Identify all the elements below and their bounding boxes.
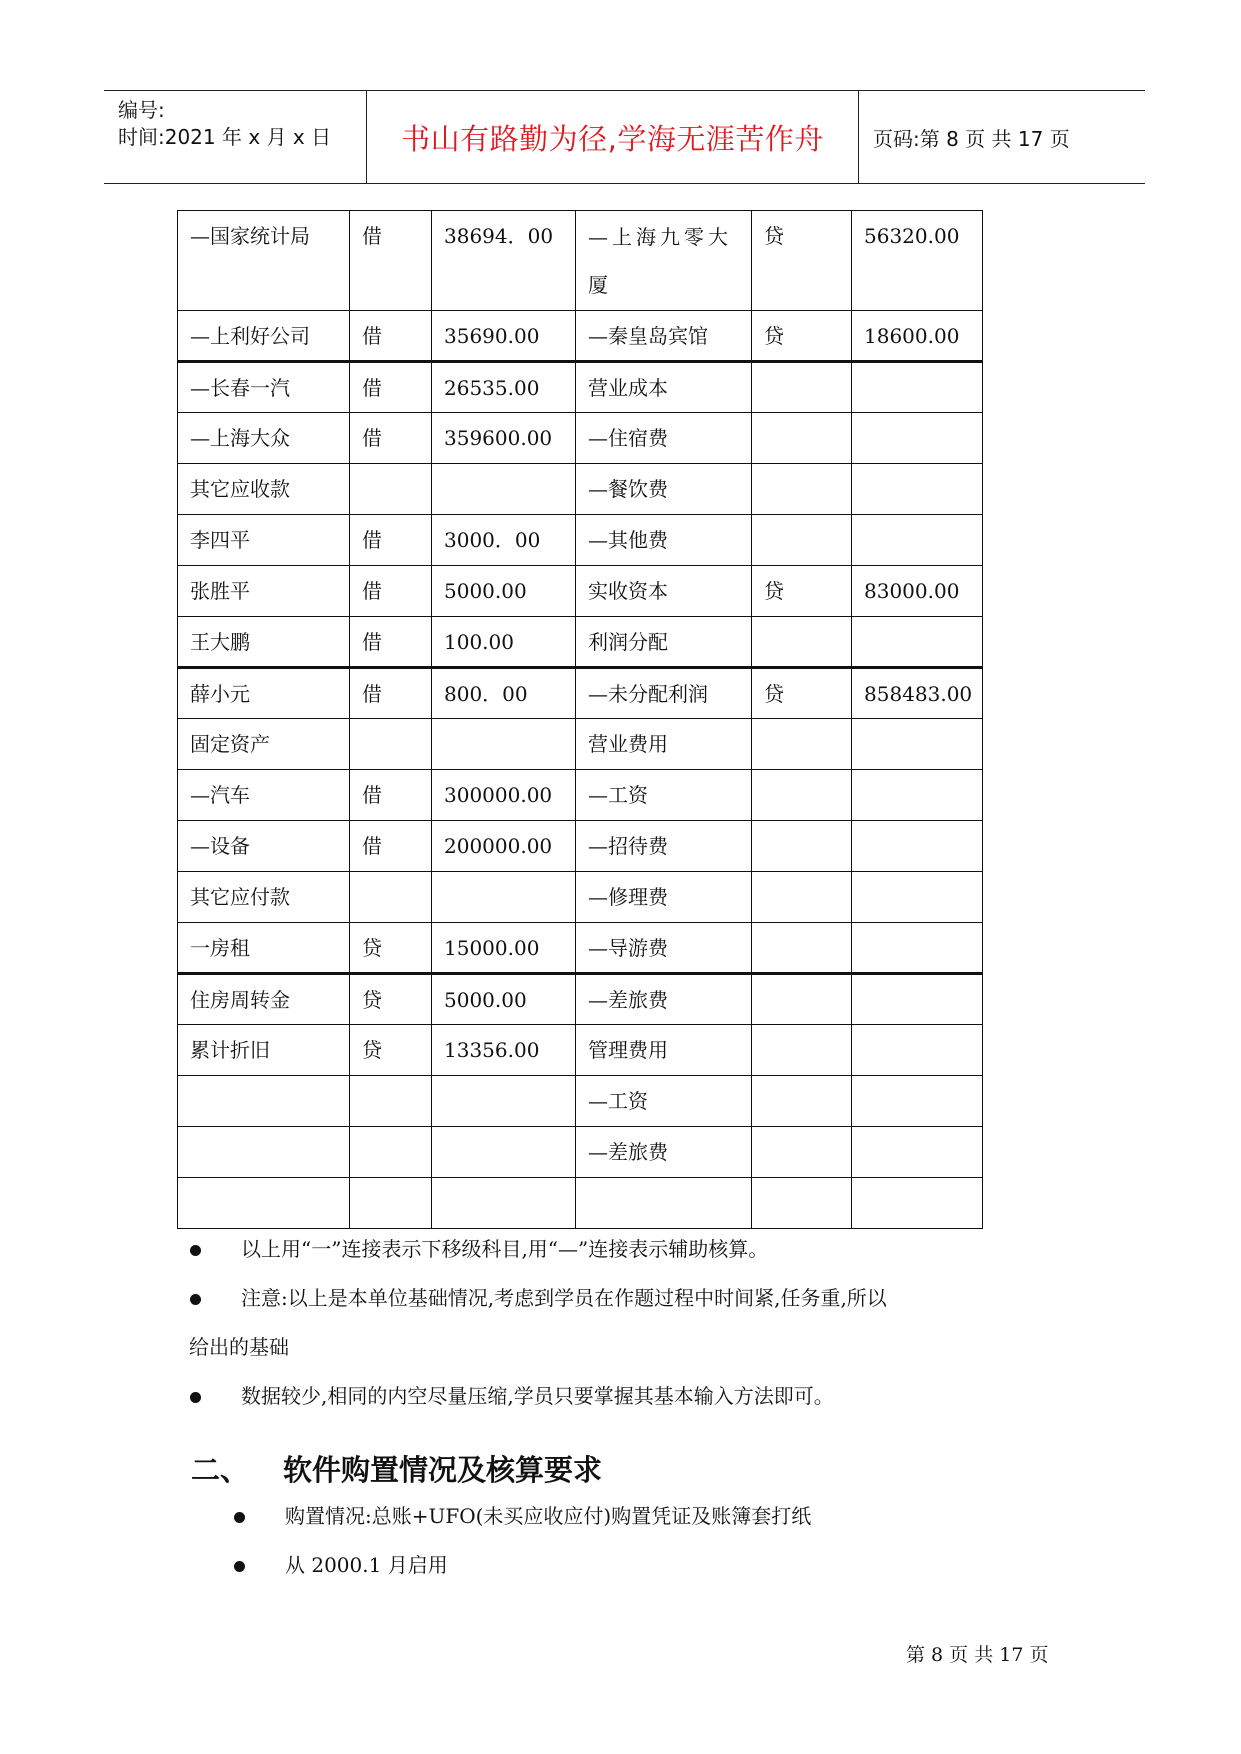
cell-account-right: —未分配利润 [576,668,752,719]
cell-direction: 贷 [350,923,432,974]
cell-account: —汽车 [178,770,350,821]
cell-account [178,1076,350,1127]
bullet-icon [190,1245,201,1256]
cell-amount-right [852,1025,983,1076]
cell-account: —国家统计局 [178,211,350,311]
cell-direction [350,1076,432,1127]
cell-amount: 5000.00 [432,566,576,617]
cell-account [178,1127,350,1178]
cell-account: 其它应付款 [178,872,350,923]
cell-direction-right [752,1178,852,1229]
cell-amount [432,872,576,923]
cell-account-right: 营业费用 [576,719,752,770]
section-number: 二、 [191,1453,250,1487]
header-motto-cell [367,91,859,183]
table-row [178,974,983,1025]
cell-account [178,1178,350,1229]
note-2: 注意:以上是本单位基础情况,考虑到学员在作题过程中时间紧,任务重,所以 [241,1286,887,1310]
cell-amount: 38694．00 [432,211,576,311]
section-item-1: 购置情况:总账+UFO(未买应收应付)购置凭证及账簿套打纸 [285,1504,812,1528]
bullet-icon [234,1512,245,1523]
section-heading [191,1448,602,1489]
note-1: 以上用“一”连接表示下移级科目,用“—”连接表示辅助核算。 [241,1237,769,1261]
table-row [178,617,983,668]
cell-direction-right [752,1127,852,1178]
bullet-icon [190,1392,201,1403]
table-row [178,821,983,872]
cell-amount: 15000.00 [432,923,576,974]
cell-direction-right [752,719,852,770]
cell-direction-right: 贷 [752,668,852,719]
cell-direction: 贷 [350,1025,432,1076]
cell-amount: 100.00 [432,617,576,668]
cell-account-right: 营业成本 [576,362,752,413]
page-header [104,90,1145,184]
cell-amount: 35690.00 [432,311,576,362]
cell-amount: 200000.00 [432,821,576,872]
cell-direction [350,1178,432,1229]
cell-amount: 800．00 [432,668,576,719]
cell-amount-right [852,872,983,923]
cell-amount [432,719,576,770]
cell-account-right: 实收资本 [576,566,752,617]
header-left [104,91,367,183]
table-row [178,923,983,974]
cell-direction-right: 贷 [752,566,852,617]
cell-account-right: —上海九零大厦 [576,211,752,311]
cell-direction [350,719,432,770]
cell-direction-right [752,1025,852,1076]
cell-account-right: —导游费 [576,923,752,974]
cell-amount-right [852,770,983,821]
cell-amount-right [852,617,983,668]
cell-direction: 借 [350,311,432,362]
cell-direction: 借 [350,566,432,617]
cell-account: —长春一汽 [178,362,350,413]
cell-direction-right [752,770,852,821]
cell-account-right: —招待费 [576,821,752,872]
cell-amount-right [852,515,983,566]
cell-amount-right [852,974,983,1025]
cell-direction-right [752,872,852,923]
cell-direction: 借 [350,668,432,719]
table-row [178,1025,983,1076]
cell-account: 其它应收款 [178,464,350,515]
cell-direction-right: 贷 [752,311,852,362]
cell-amount-right [852,1127,983,1178]
table-row [178,668,983,719]
cell-account: 李四平 [178,515,350,566]
cell-account-right: —工资 [576,770,752,821]
cell-amount-right: 83000.00 [852,566,983,617]
cell-account-right: 利润分配 [576,617,752,668]
cell-amount-right [852,719,983,770]
cell-account: 薛小元 [178,668,350,719]
cell-amount-right: 56320.00 [852,211,983,311]
table-row [178,566,983,617]
cell-amount: 13356.00 [432,1025,576,1076]
cell-amount [432,1127,576,1178]
cell-account-right: —修理费 [576,872,752,923]
cell-direction-right [752,464,852,515]
cell-amount: 3000．00 [432,515,576,566]
note-3: 数据较少,相同的内空尽量压缩,学员只要掌握其基本输入方法即可。 [241,1384,834,1408]
bullet-icon [234,1561,245,1572]
cell-amount: 26535.00 [432,362,576,413]
section-title: 软件购置情况及核算要求 [283,1453,603,1487]
cell-account-right: —秦皇岛宾馆 [576,311,752,362]
cell-direction-right [752,1076,852,1127]
cell-account-right: —差旅费 [576,1127,752,1178]
table-row [178,872,983,923]
page-number-label: 页码:第 8 页 共 17 页 [873,126,1070,151]
cell-amount-right [852,1178,983,1229]
table-row [178,362,983,413]
cell-amount [432,1178,576,1229]
page-footer: 第 8 页 共 17 页 [906,1644,1049,1666]
cell-direction-right [752,821,852,872]
cell-amount-right [852,1076,983,1127]
cell-amount: 300000.00 [432,770,576,821]
cell-direction: 贷 [350,974,432,1025]
cell-amount-right [852,821,983,872]
cell-account: 住房周转金 [178,974,350,1025]
ledger-table [177,210,983,1229]
table-row [178,413,983,464]
cell-amount-right [852,362,983,413]
cell-account: —上海大众 [178,413,350,464]
cell-direction: 借 [350,362,432,413]
cell-direction: 借 [350,770,432,821]
cell-direction-right [752,974,852,1025]
table-row [178,515,983,566]
cell-account-right: —工资 [576,1076,752,1127]
cell-direction-right [752,515,852,566]
cell-amount: 359600.00 [432,413,576,464]
cell-direction [350,464,432,515]
table-row [178,464,983,515]
bullet-icon [190,1294,201,1305]
cell-direction: 借 [350,821,432,872]
table-row [178,770,983,821]
cell-direction-right: 贷 [752,211,852,311]
table-row [178,211,983,311]
table-row [178,311,983,362]
table-row [178,1076,983,1127]
number-label: 编号: [118,98,165,122]
cell-amount-right [852,413,983,464]
cell-direction-right [752,362,852,413]
cell-amount-right: 858483.00 [852,668,983,719]
cell-account: —设备 [178,821,350,872]
cell-account: 王大鹏 [178,617,350,668]
cell-account-right [576,1178,752,1229]
cell-direction [350,1127,432,1178]
cell-amount-right: 18600.00 [852,311,983,362]
cell-account-right: —住宿费 [576,413,752,464]
cell-direction: 借 [350,413,432,464]
cell-amount-right [852,923,983,974]
cell-direction [350,872,432,923]
time-label: 时间:2021 年 x 月 x 日 [118,125,332,149]
cell-account: —上利好公司 [178,311,350,362]
table-row [178,1178,983,1229]
cell-account-right: —差旅费 [576,974,752,1025]
cell-direction-right [752,617,852,668]
table-row [178,1127,983,1178]
cell-amount [432,1076,576,1127]
cell-direction: 借 [350,617,432,668]
cell-amount: 5000.00 [432,974,576,1025]
cell-account: 固定资产 [178,719,350,770]
cell-account-right: —餐饮费 [576,464,752,515]
cell-direction-right [752,923,852,974]
cell-account: 累计折旧 [178,1025,350,1076]
cell-account-right: —其他费 [576,515,752,566]
cell-direction: 借 [350,211,432,311]
cell-direction: 借 [350,515,432,566]
note-2-continued: 给出的基础 [189,1335,289,1359]
section-item-2: 从 2000.1 月启用 [285,1553,448,1577]
cell-account: 一房租 [178,923,350,974]
cell-amount-right [852,464,983,515]
cell-direction-right [752,413,852,464]
table-row [178,719,983,770]
cell-account-right: 管理费用 [576,1025,752,1076]
motto: 书山有路勤为径,学海无涯苦作舟 [401,121,824,156]
cell-account: 张胜平 [178,566,350,617]
cell-amount [432,464,576,515]
